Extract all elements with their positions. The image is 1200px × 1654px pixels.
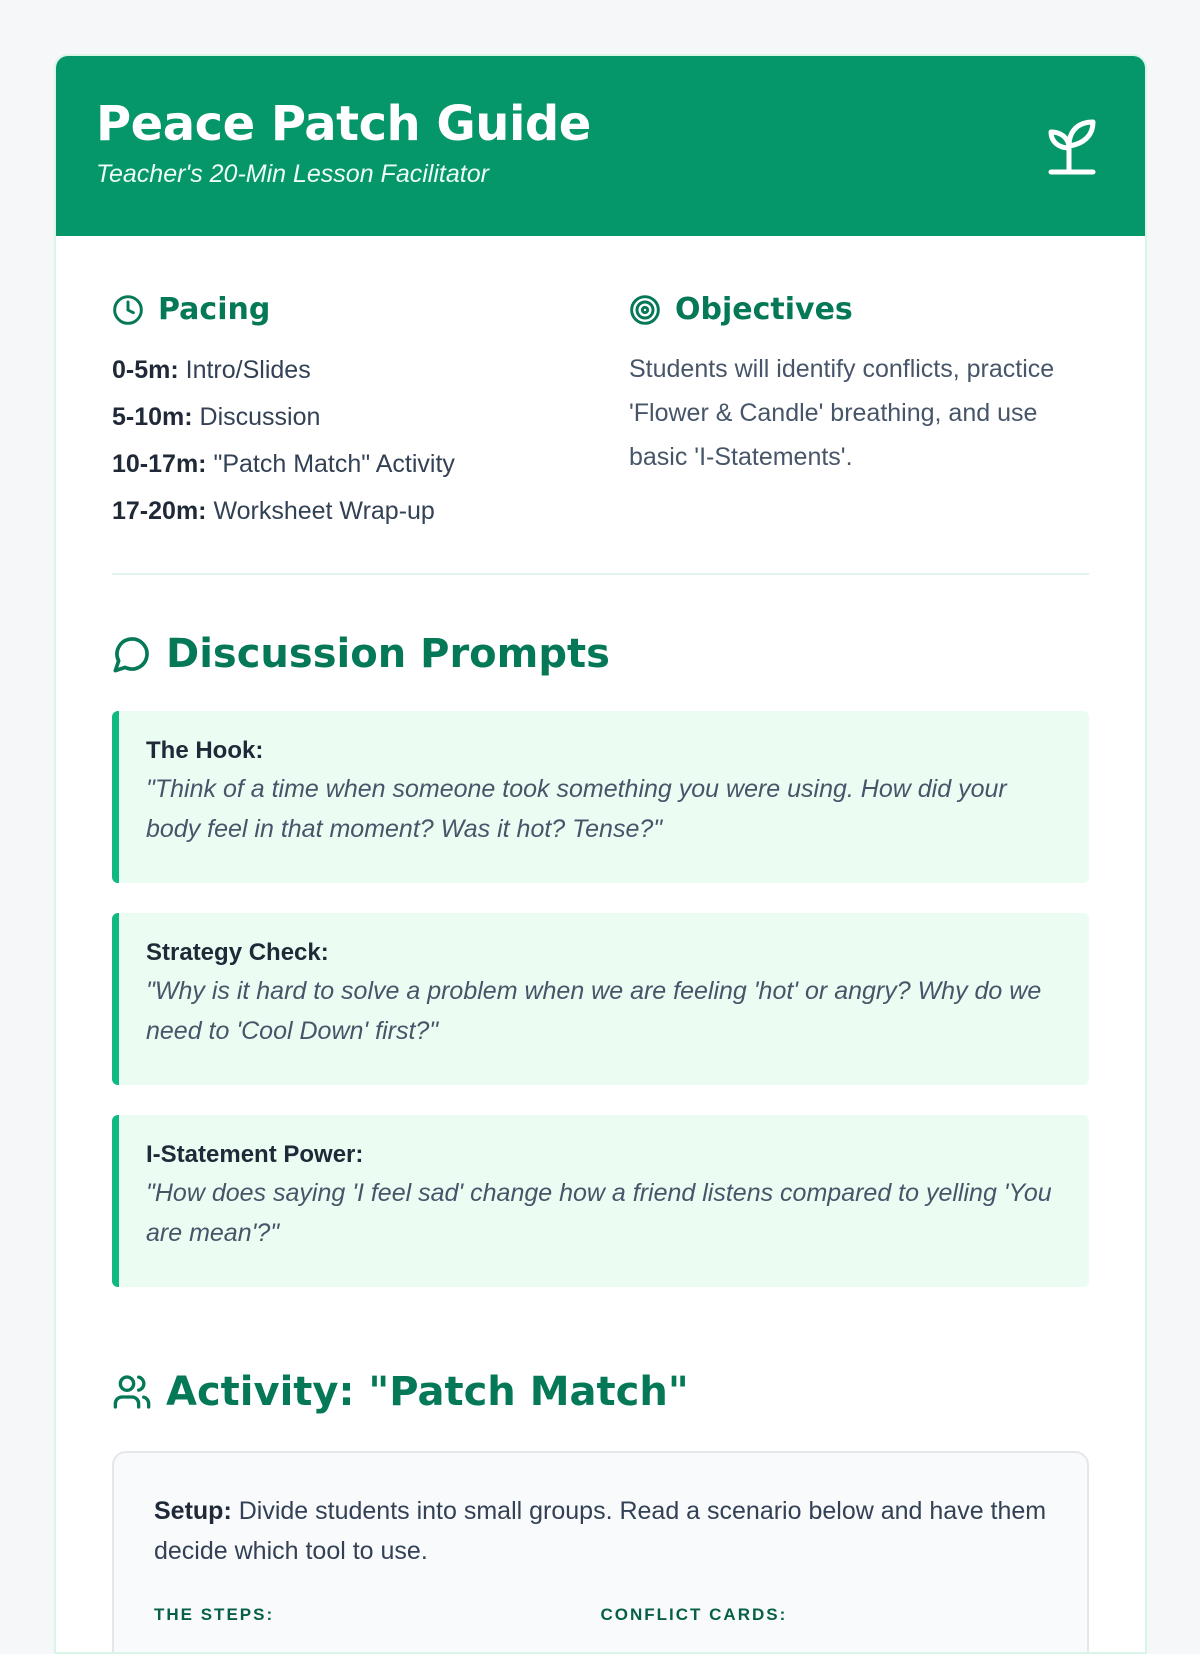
list-item [112,488,629,535]
pacing-text: Intro/Slides [178,356,311,384]
pacing-title: Pacing [158,292,271,327]
list-item [112,394,629,441]
page-subtitle: Teacher's 20-Min Lesson Facilitator [96,160,489,188]
setup-text: Divide students into small groups. Read a scenario below and have them decide which tool to use. [154,1497,1047,1565]
pacing-text: "Patch Match" Activity [206,450,455,478]
prompt-quote: "Why is it hard to solve a problem when we are feeling 'hot' or angry? Why do we need to 'Cool Down' first?" [146,977,1042,1045]
objectives-heading [629,292,1089,327]
conflict-cards-label: CONFLICT CARDS: [600,1605,788,1624]
list-item [112,347,629,394]
sprout-icon [1045,116,1099,176]
activity-setup [154,1491,1047,1571]
pacing-heading [112,292,629,327]
users-icon [112,1372,152,1412]
prompt-card [112,913,1089,1085]
pacing-time: 10-17m: [112,450,207,478]
activity-title: Activity: "Patch Match" [166,1369,689,1415]
discussion-title: Discussion Prompts [166,631,610,677]
divider [112,573,1089,575]
activity-columns [154,1605,1047,1625]
speech-bubble-icon [112,634,152,674]
activity-box [112,1451,1089,1654]
page-title: Peace Patch Guide [96,96,591,152]
pacing-text: Worksheet Wrap-up [206,497,435,525]
objectives-title: Objectives [675,292,853,327]
setup-label: Setup: [154,1497,232,1525]
prompt-label: I-Statement Power: [146,1141,364,1168]
overview-grid [112,292,1089,535]
target-icon [629,294,661,326]
lesson-card [54,54,1147,1654]
pacing-list [112,347,629,535]
content [56,236,1145,1654]
pacing-time: 17-20m: [112,497,207,525]
prompt-quote: "How does saying 'I feel sad' change how a friend listens compared to yelling 'You are mean'?" [146,1179,1052,1247]
prompt-card [112,711,1089,883]
prompt-label: The Hook: [146,737,264,764]
prompt-card [112,1115,1089,1287]
discussion-heading [112,631,1089,677]
pacing-text: Discussion [192,403,321,431]
pacing-section [112,292,629,535]
activity-heading [112,1369,1089,1415]
prompt-list [112,711,1089,1287]
objectives-section [629,292,1089,535]
header [56,56,1145,236]
pacing-time: 0-5m: [112,356,179,384]
objectives-text: Students will identify conflicts, practice 'Flower & Candle' breathing, and use basic 'I-Statements'. [629,355,1055,471]
steps-label: THE STEPS: [154,1605,275,1624]
prompt-label: Strategy Check: [146,939,329,966]
pacing-time: 5-10m: [112,403,193,431]
prompt-quote: "Think of a time when someone took something you were using. How did your body feel in that moment? Was it hot? Tense?" [146,775,1007,843]
list-item [112,441,629,488]
clock-icon [112,294,144,326]
